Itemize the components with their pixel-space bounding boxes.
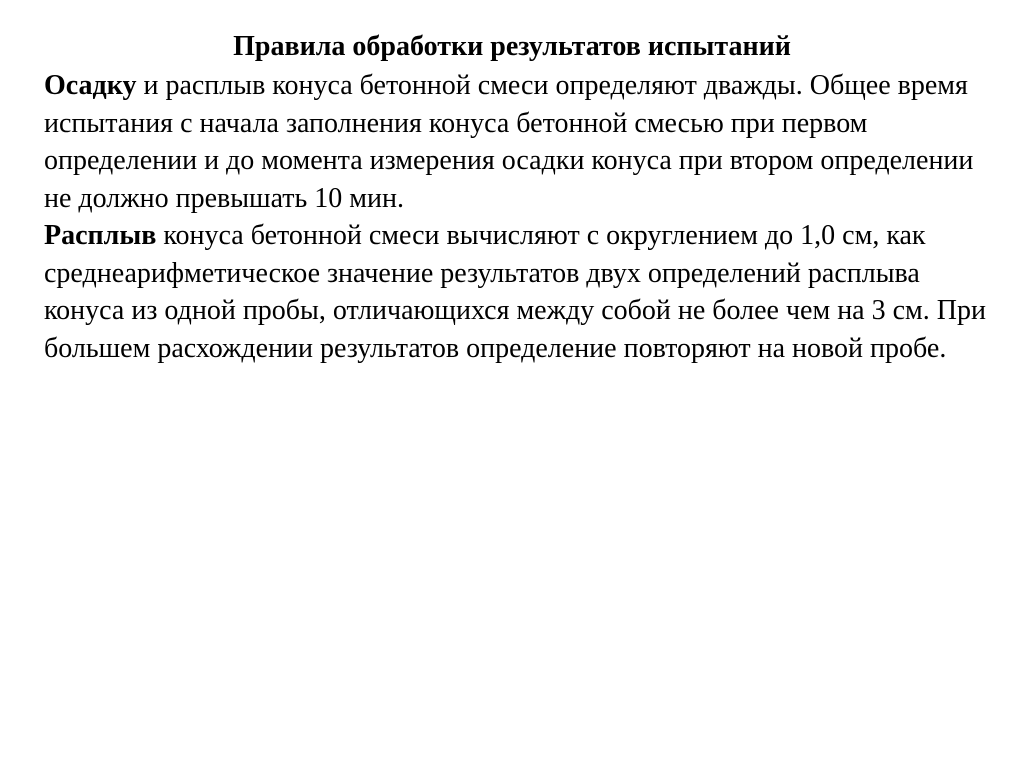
paragraph-osadka [44,67,1004,217]
page-title: Правила обработки результатов испытаний [233,31,791,62]
paragraph-lead-term: Расплыв [44,220,157,251]
paragraph-lead-term: Осадку [44,70,137,101]
paragraph-rasplyv [44,217,1004,367]
paragraph-text: конуса бетонной смеси вычисляют с округлением до 1,0 см, как среднеарифметическое значение результатов двух определений расплыва конуса из одной пробы, отличающихся между собой не более чем на 3 см. При большем расхождении результатов определение повторяют на новой пробе. [44,220,986,364]
paragraph-text: и расплыв конуса бетонной смеси определяют дважды. Общее время испытания с начала заполнения конуса бетонной смесью при первом определении и до момента измерения осадки конуса при втором определении не должно превышать 10 мин. [44,70,974,214]
slide-body [44,67,1004,367]
